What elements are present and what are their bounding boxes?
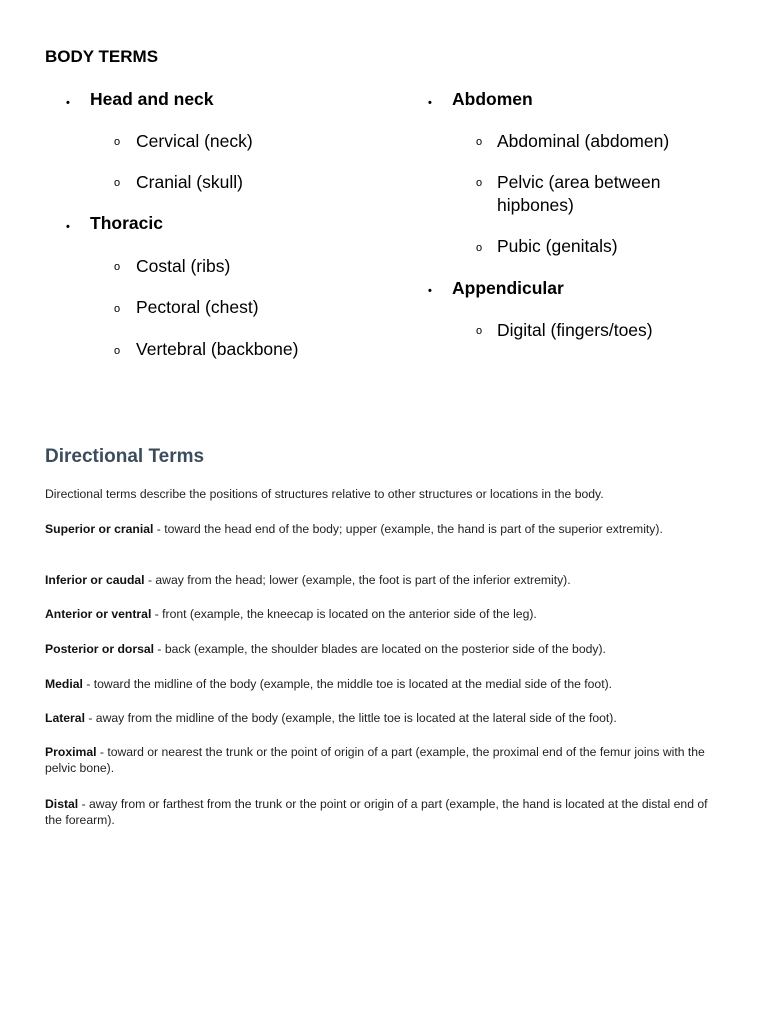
term-cervical: Cervical (neck)	[136, 131, 253, 151]
term-definition	[45, 676, 725, 692]
sub-bullet-icon: o	[114, 303, 121, 315]
term-digital: Digital (fingers/toes)	[497, 320, 653, 340]
term-name: Superior or cranial	[45, 522, 154, 536]
term-pubic: Pubic (genitals)	[497, 236, 618, 256]
sub-bullet-icon: o	[114, 177, 121, 189]
term-pelvic: Pelvic (area between	[497, 172, 661, 192]
term-description: - toward the midline of the body (example, the middle toe is located at the medial side of the foot).	[82, 677, 613, 691]
term-description: - back (example, the shoulder blades are located on the posterior side of the body).	[154, 642, 606, 656]
term-name: Medial	[45, 677, 83, 691]
directional-intro: Directional terms describe the positions of structures relative to other structures or locations in the body.	[45, 487, 604, 501]
term-description: - away from the midline of the body (example, the little toe is located at the lateral side of the foot).	[84, 711, 617, 725]
body-terms-title: BODY TERMS	[45, 47, 159, 66]
term-vertebral: Vertebral (backbone)	[136, 339, 299, 359]
region-head-and-neck: Head and neck	[90, 89, 214, 109]
term-definition	[45, 744, 725, 776]
term-description: - away from or farthest from the trunk or the point or origin of a part (example, the hand is located at the distal end of the forearm).	[45, 797, 708, 827]
term-description: - toward the head end of the body; upper (example, the hand is part of the superior extremity).	[153, 522, 663, 536]
term-abdominal: Abdominal (abdomen)	[497, 131, 670, 151]
region-abdomen: Abdomen	[452, 89, 533, 109]
region-thoracic: Thoracic	[90, 213, 163, 233]
sub-bullet-icon: o	[114, 345, 121, 357]
term-name: Inferior or caudal	[45, 573, 145, 587]
term-definition	[45, 641, 725, 657]
sub-bullet-icon: o	[114, 136, 121, 148]
term-name: Lateral	[45, 711, 85, 725]
term-name: Anterior or ventral	[45, 607, 152, 621]
region-appendicular: Appendicular	[452, 278, 564, 298]
bullet-icon: •	[66, 221, 70, 233]
term-name: Distal	[45, 797, 79, 811]
term-name: Proximal	[45, 745, 97, 759]
term-description: - front (example, the kneecap is located on the anterior side of the leg).	[151, 607, 537, 621]
term-description: - toward or nearest the trunk or the point of origin of a part (example, the proximal end of the femur joins with the pelvic bone).	[45, 745, 705, 775]
term-pectoral: Pectoral (chest)	[136, 297, 259, 317]
sub-bullet-icon: o	[476, 177, 483, 189]
bullet-icon: •	[428, 285, 432, 297]
term-definition	[45, 521, 725, 537]
term-costal: Costal (ribs)	[136, 256, 231, 276]
sub-bullet-icon: o	[476, 136, 483, 148]
term-cranial: Cranial (skull)	[136, 172, 243, 192]
bullet-icon: •	[66, 97, 70, 109]
sub-bullet-icon: o	[476, 325, 483, 337]
term-description: - away from the head; lower (example, the foot is part of the inferior extremity).	[144, 573, 571, 587]
term-definition	[45, 606, 725, 622]
sub-bullet-icon: o	[114, 261, 121, 273]
term-definition	[45, 796, 725, 828]
term-name: Posterior or dorsal	[45, 642, 155, 656]
term-definition	[45, 572, 725, 588]
bullet-icon: •	[428, 97, 432, 109]
term-pelvic-continued: hipbones)	[497, 195, 574, 215]
term-definition	[45, 710, 725, 726]
directional-terms-heading: Directional Terms	[45, 446, 205, 467]
sub-bullet-icon: o	[476, 242, 483, 254]
